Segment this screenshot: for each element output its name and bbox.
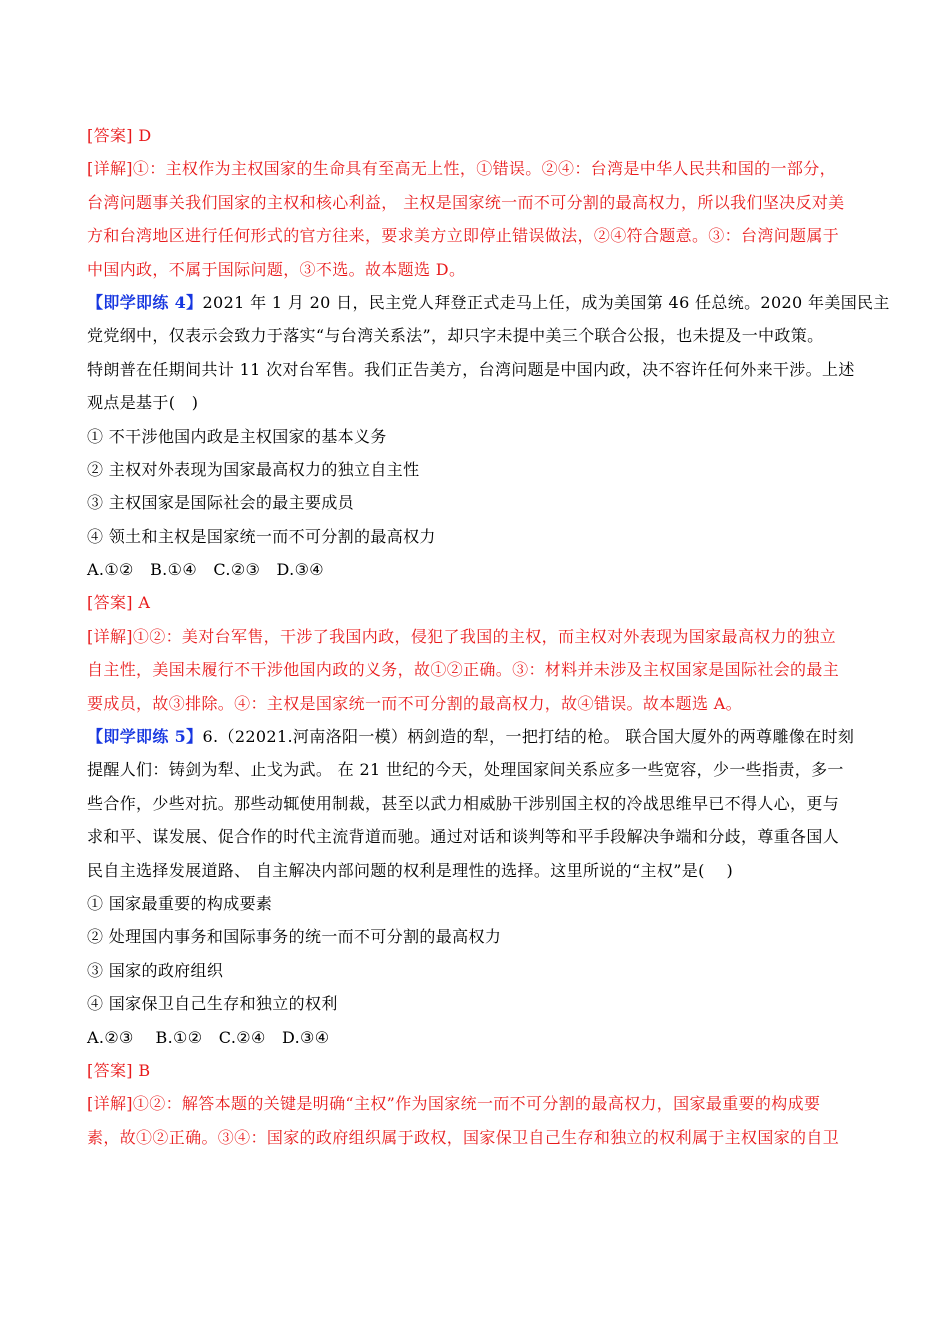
question-stem-line: 观点是基于( ) [87,393,199,413]
explanation-line: [详解]①②：美对台军售，干涉了我国内政，侵犯了我国的主权，而主权对外表现为国家最高权力的独立 [87,626,836,646]
question-stem-line: 提醒人们：铸剑为犁、止戈为武。 在 21 世纪的今天，处理国家间关系应多一些宽容，少一些指责，多一 [87,760,844,780]
option-item: ④ 国家保卫自己生存和独立的权利 [87,994,338,1014]
question-4 [87,290,890,716]
option-item: ② 处理国内事务和国际事务的统一而不可分割的最高权力 [87,927,502,947]
explanation-line: 素，故①②正确。③④：国家的政府组织属于政权，国家保卫自己生存和独立的权利属于主权国家的自卫 [87,1127,840,1147]
question-stem-line: 求和平、谋发展、促合作的时代主流背道而驰。通过对话和谈判等和平手段解决争端和分歧，尊重各国人 [87,827,840,847]
question-5 [87,724,865,1150]
question-tag: 【即学即练 5】 [87,727,203,747]
explanation-line: 要成员，故③排除。④：主权是国家统一而不可分割的最高权力，故④错误。故本题选 A。 [87,693,742,713]
answer-choices: A.②③ B.①② C.②④ D.③④ [87,1027,330,1047]
question-stem-line: 民自主选择发展道路、 自主解决内部问题的权利是理性的选择。这里所说的“主权”是( ) [87,860,734,880]
explanation-line: 方和台湾地区进行任何形式的官方往来，要求美方立即停止错误做法，②④符合题意。③：台湾问题属于 [87,226,840,246]
question-tag: 【即学即练 4】 [87,292,203,312]
explanation-line: 自主性，美国未履行不干涉他国内政的义务，故①②正确。③：材料并未涉及主权国家是国际社会的最主 [87,660,840,680]
explanation [87,156,865,281]
question-stem-line [87,724,865,749]
question-stem-text: 2021 年 1 月 20 日，民主党人拜登正式走马上任，成为美国第 46 任总统。2020 年美国民主 [202,292,890,312]
option-item: ③ 主权国家是国际社会的最主要成员 [87,493,355,513]
question-stem-line [87,290,890,315]
option-item: ④ 领土和主权是国家统一而不可分割的最高权力 [87,526,436,546]
question-stem-line: 特朗普在任期间共计 11 次对台军售。我们正告美方，台湾问题是中国内政，决不容许任何外来干涉。上述 [87,359,855,379]
option-item: ③ 国家的政府组织 [87,960,224,980]
question-stem-line: 些合作，少些对抗。那些动辄使用制裁，甚至以武力相威胁干涉别国主权的冷战思维早已不得人心，更与 [87,793,840,813]
answer-label: [答案] D [87,126,152,145]
explanation-line: 中国内政，不属于国际问题，③不选。故本题选 D。 [87,259,466,279]
option-item: ② 主权对外表现为国家最高权力的独立自主性 [87,459,420,479]
option-item: ① 不干涉他国内政是主权国家的基本义务 [87,426,387,446]
document-page [87,123,890,1158]
question-stem-text: 6.（22021.河南洛阳一模）柄剑造的犁，一把打结的枪。 联合国大厦外的两尊雕像在时刻 [202,727,855,747]
answer-label: [答案] A [87,593,151,613]
explanation-line: [详解]①②：解答本题的关键是明确“主权”作为国家统一而不可分割的最高权力，国家最重要的构成要 [87,1094,821,1114]
answer-label: [答案] B [87,1060,151,1080]
explanation-line: 台湾问题事关我们国家的主权和核心利益， 主权是国家统一而不可分割的最高权力，所以我们坚决反对美 [87,192,845,212]
answer-choices: A.①② B.①④ C.②③ D.③④ [87,560,324,580]
explanation-line: [详解]①：主权作为主权国家的生命具有至高无上性，①错误。②④：台湾是中华人民共和国的一部分， [87,159,836,179]
option-item: ① 国家最重要的构成要素 [87,893,273,913]
question-stem-line: 党党纲中，仅表示会致力于落实“与台湾关系法”，却只字未提中美三个联合公报，也未提及一中政策。 [87,326,824,346]
